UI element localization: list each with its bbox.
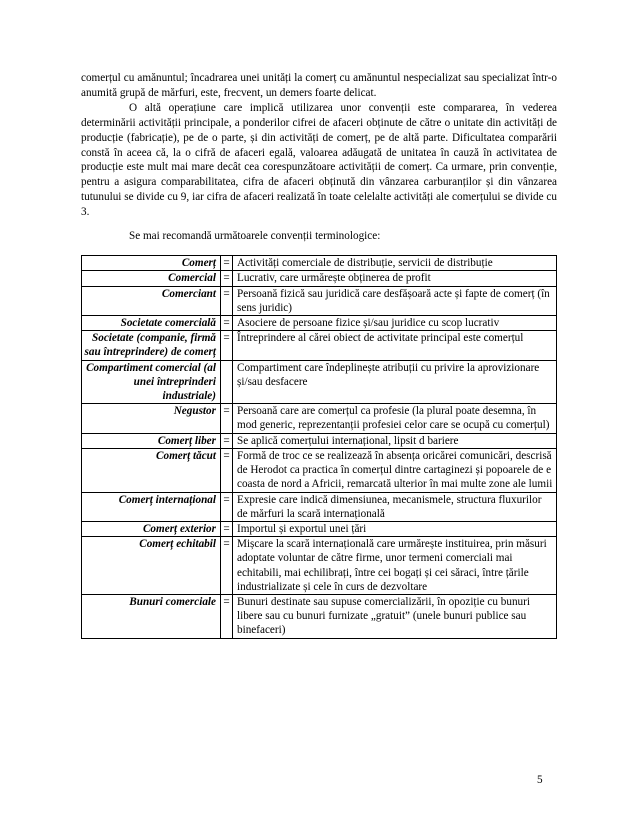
equals-cell: = [221, 594, 233, 638]
terminology-table-body [82, 256, 557, 638]
table-row [82, 331, 557, 360]
equals-cell: = [221, 256, 233, 271]
definition-cell: Lucrativ, care urmărește obținerea de profit [233, 271, 557, 286]
term-cell: Comerț tăcut [82, 448, 221, 492]
table-row [82, 286, 557, 315]
term-cell: Compartiment comercial (al unei întreprinderi industriale) [82, 360, 221, 404]
definition-cell: Expresie care indică dimensiunea, mecanismele, structura fluxurilor de mărfuri la scară internațională [233, 492, 557, 521]
table-row [82, 256, 557, 271]
term-cell: Negustor [82, 404, 221, 433]
equals-cell: = [221, 448, 233, 492]
table-row [82, 537, 557, 595]
table-row [82, 492, 557, 521]
table-row [82, 594, 557, 638]
table-row [82, 521, 557, 536]
term-cell: Comerț liber [82, 433, 221, 448]
term-cell: Societate comercială [82, 316, 221, 331]
equals-cell: = [221, 492, 233, 521]
table-row [82, 433, 557, 448]
equals-cell [221, 360, 233, 404]
definition-cell: Persoană care are comerțul ca profesie (la plural poate desemna, în mod generic, reprezentanții profesiei celor care se ocupă cu comerțul) [233, 404, 557, 433]
definition-cell: Importul și exportul unei țări [233, 521, 557, 536]
equals-cell: = [221, 521, 233, 536]
definition-cell: Bunuri destinate sau supuse comercializării, în opoziție cu bunuri libere sau cu bunuri furnizate „gratuit” (unele bunuri publice sau binefaceri) [233, 594, 557, 638]
table-row [82, 271, 557, 286]
table-row [82, 360, 557, 404]
page-body [81, 71, 557, 639]
term-cell: Comercial [82, 271, 221, 286]
term-cell: Comerciant [82, 286, 221, 315]
term-cell: Bunuri comerciale [82, 594, 221, 638]
table-row [82, 404, 557, 433]
equals-cell: = [221, 404, 233, 433]
paragraph-1: comerțul cu amănuntul; încadrarea unei unități la comerț cu amănuntul nespecializat sau specializat într-o anumită grupă de mărfuri, este, frecvent, un demers foarte delicat. [81, 72, 557, 99]
term-cell: Comerț [82, 256, 221, 271]
equals-cell: = [221, 271, 233, 286]
definition-cell: Activități comerciale de distribuție, servicii de distribuție [233, 256, 557, 271]
definition-cell: Persoană fizică sau juridică care desfășoară acte și fapte de comerț (în sens juridic) [233, 286, 557, 315]
table-row [82, 316, 557, 331]
term-cell: Societate (companie, firmă sau întreprindere) de comerț [82, 331, 221, 360]
equals-cell: = [221, 433, 233, 448]
definition-cell: Compartiment care îndeplinește atribuții cu privire la aprovizionare și/sau desfacere [233, 360, 557, 404]
definition-cell: Se aplică comerțului internațional, lipsit d bariere [233, 433, 557, 448]
equals-cell: = [221, 316, 233, 331]
term-cell: Comerț internațional [82, 492, 221, 521]
equals-cell: = [221, 286, 233, 315]
table-row [82, 448, 557, 492]
definition-cell: Întreprindere al cărei obiect de activitate principal este comerțul [233, 331, 557, 360]
term-cell: Comerț echitabil [82, 537, 221, 595]
definition-cell: Formă de troc ce se realizează în absența oricărei comunicări, descrisă de Herodot ca practica în comerțul dintre cartaginezi și popoarele de e coasta de nord a Africii, remarcată ulterior în mai multe zone ale lumii [233, 448, 557, 492]
lead-in-text: Se mai recomandă următoarele convenții terminologice: [129, 230, 381, 243]
equals-cell: = [221, 537, 233, 595]
term-cell: Comerț exterior [82, 521, 221, 536]
definition-cell: Mișcare la scară internațională care urmărește instituirea, prin măsuri adoptate voluntar de către firme, unor termeni comerciali mai echitabili, mai echilibrați, între cei bogați și cei săraci, între țările industrializate și cele în curs de dezvoltare [233, 537, 557, 595]
terminology-table [81, 255, 557, 638]
equals-cell: = [221, 331, 233, 360]
definition-cell: Asociere de persoane fizice și/sau juridice cu scop lucrativ [233, 316, 557, 331]
paragraph-2: O altă operațiune care implică utilizarea unor convenții este compararea, în vederea determinării activității principale, a ponderilor cifrei de afaceri obținute de către o unitate din activități de producție (fabricație), pe de o parte, și din activități de comerț, pe de altă parte. Dificultatea comparării constă în aceea că, la o cifră de afaceri egală, valoarea adăugată de unitatea în cauză în activitatea de producție este mult mai mare decât cea corespunzătoare activității de comerț. Ca urmare, prin convenție, pentru a asigura comparabilitatea, cifra de afaceri obținută din vânzarea carburanților și din vânzarea tutunului se divide cu 9, iar cifra de afaceri realizată în toate celelalte activități ale comerțului se divide cu 3. [81, 101, 557, 219]
page-number: 5 [537, 774, 543, 786]
